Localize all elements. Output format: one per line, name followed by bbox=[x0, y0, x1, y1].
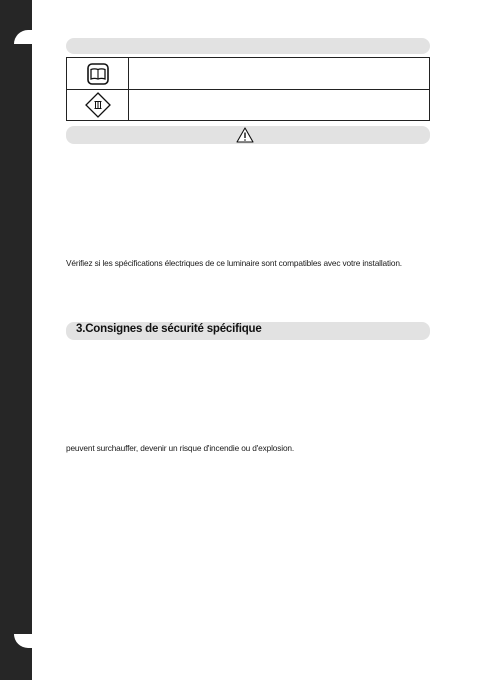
symbol-cell bbox=[67, 58, 129, 89]
symbol-row-manual bbox=[67, 58, 429, 90]
symbol-cell bbox=[67, 89, 129, 120]
electrical-compatibility-paragraph: Vérifiez si les spécifications électriques de ce luminaire sont compatibles avec votre installation. bbox=[66, 258, 402, 268]
section-title: 3.Consignes de sécurité spécifique bbox=[76, 323, 262, 335]
symbol-row-class-iii bbox=[67, 89, 429, 120]
overheat-risk-paragraph: peuvent surchauffer, devenir un risque d'incendie ou d'explosion. bbox=[66, 443, 295, 453]
page-corner-top bbox=[14, 30, 32, 44]
symbols-table bbox=[66, 57, 430, 121]
page-edge-bar bbox=[0, 0, 32, 680]
class-iii-diamond-icon bbox=[85, 92, 111, 118]
page-corner-bottom bbox=[14, 634, 32, 648]
header-band bbox=[66, 38, 430, 54]
warning-triangle-icon bbox=[236, 127, 254, 143]
manual-book-icon bbox=[87, 63, 109, 85]
